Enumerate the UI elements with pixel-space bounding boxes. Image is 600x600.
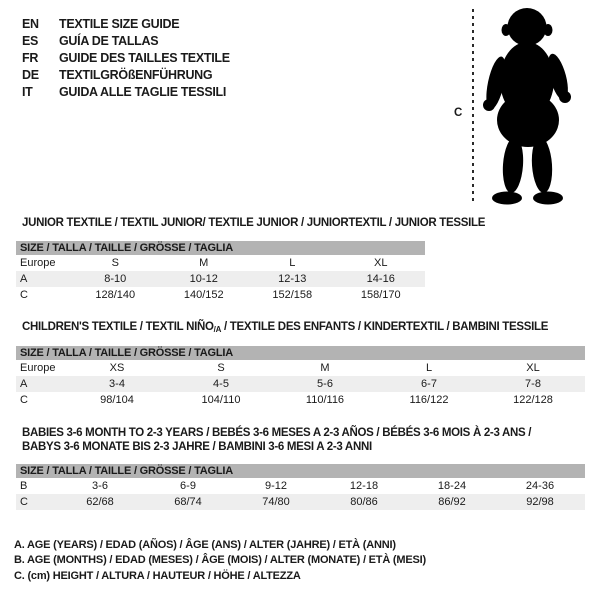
table-row-height: [16, 287, 425, 303]
lang-code: IT: [22, 85, 33, 99]
legend: [14, 538, 426, 584]
title-text: / TEXTILE DES ENFANTS / KINDERTEXTIL / BAMBINI TESSILE: [221, 321, 549, 333]
age-cell: 8-10: [104, 273, 127, 285]
size-cell: XS: [109, 362, 125, 374]
size-cell: S: [111, 257, 119, 269]
age-cell: 12-18: [349, 480, 379, 492]
row-label: B: [20, 480, 28, 492]
babies-title-line2: BABYS 3-6 MONATE BIS 2-3 JAHRE / BAMBINI 3-6 MESI A 2-3 ANNI: [22, 441, 372, 453]
age-cell: 4-5: [213, 378, 229, 390]
height-cell: 104/110: [201, 394, 241, 406]
babies-table-title: [16, 426, 585, 454]
size-cell: S: [217, 362, 225, 374]
height-cell: 128/140: [95, 289, 136, 301]
height-cell: 62/68: [86, 496, 114, 508]
language-header: [22, 16, 230, 101]
legend-height: C. (cm) HEIGHT / ALTURA / HAUTEUR / HÖHE / ALTEZZA: [14, 569, 301, 582]
junior-table: [16, 216, 486, 303]
title-subscript: /A: [213, 325, 222, 334]
lang-row-de: [22, 67, 230, 84]
legend-age-months: B. AGE (MONTHS) / EDAD (MESES) / ÂGE (MOIS) / ALTER (MONATE) / ETÀ (MESI): [14, 554, 426, 567]
lang-code: EN: [22, 17, 39, 31]
height-cell: 68/74: [174, 496, 202, 508]
lang-code: FR: [22, 51, 39, 65]
age-cell: 3-4: [109, 378, 125, 390]
size-cell: XL: [526, 362, 540, 374]
table-row-europe: [16, 255, 425, 271]
height-measure-label: C: [454, 107, 463, 119]
lang-title: TEXTILGRÖßENFÜHRUNG: [59, 68, 213, 82]
age-cell: 9-12: [264, 480, 288, 492]
row-label: C: [20, 394, 28, 406]
children-table-title: [16, 320, 585, 334]
height-cell: 152/158: [272, 289, 313, 301]
size-cell: L: [425, 362, 433, 374]
size-cell: M: [320, 362, 330, 374]
age-cell: 6-7: [421, 378, 437, 390]
row-label: A: [20, 378, 28, 390]
row-label: C: [20, 289, 28, 301]
babies-title-line1: BABIES 3-6 MONTH TO 2-3 YEARS / BEBÉS 3-6 MESES A 2-3 AÑOS / BÉBÉS 3-6 MOIS À 2-3 ANS /: [22, 427, 532, 439]
lang-title: GUÍA DE TALLAS: [59, 34, 159, 48]
age-cell: 5-6: [317, 378, 333, 390]
size-cell: M: [199, 257, 209, 269]
lang-code: DE: [22, 68, 39, 82]
table-row-height: [16, 392, 585, 408]
age-cell: 6-9: [180, 480, 196, 492]
height-cell: 158/170: [360, 289, 401, 301]
height-cell: 80/86: [350, 496, 378, 508]
row-label: Europe: [20, 362, 56, 374]
lang-code: ES: [22, 34, 39, 48]
table-row-height: [16, 494, 585, 510]
baby-silhouette-icon: [480, 5, 580, 210]
lang-title: GUIDA ALLE TAGLIE TESSILI: [59, 85, 227, 99]
title-text: CHILDREN'S TEXTILE / TEXTIL NIÑO: [22, 321, 214, 333]
lang-row-fr: [22, 50, 230, 67]
size-header-bar: SIZE / TALLA / TAILLE / GRÖSSE / TAGLIA: [16, 464, 585, 478]
lang-title: GUIDE DES TAILLES TEXTILE: [59, 51, 230, 65]
height-cell: 110/116: [305, 394, 345, 406]
age-cell: 14-16: [366, 273, 395, 285]
height-cell: 86/92: [438, 496, 466, 508]
age-cell: 24-36: [525, 480, 555, 492]
table-row-age: [16, 271, 425, 287]
height-cell: 140/152: [183, 289, 224, 301]
lang-row-it: [22, 84, 230, 101]
children-table: [16, 320, 585, 408]
row-label: C: [20, 496, 28, 508]
babies-table: [16, 426, 585, 510]
lang-row-es: [22, 33, 230, 50]
lang-row-en: [22, 16, 230, 33]
lang-title: TEXTILE SIZE GUIDE: [59, 17, 180, 31]
height-cell: 74/80: [262, 496, 290, 508]
height-cell: 116/122: [409, 394, 449, 406]
height-cell: 122/128: [513, 394, 553, 406]
size-cell: XL: [374, 257, 388, 269]
height-cell: 98/104: [100, 394, 134, 406]
height-dotted-line: [472, 9, 474, 205]
age-cell: 7-8: [525, 378, 541, 390]
height-cell: 92/98: [526, 496, 554, 508]
row-label: Europe: [20, 257, 56, 269]
row-label: A: [20, 273, 28, 285]
table-row-age-months: [16, 478, 585, 494]
size-header-bar: SIZE / TALLA / TAILLE / GRÖSSE / TAGLIA: [16, 346, 585, 360]
size-header-bar: SIZE / TALLA / TAILLE / GRÖSSE / TAGLIA: [16, 241, 425, 255]
table-row-age: [16, 376, 585, 392]
table-row-europe: [16, 360, 585, 376]
age-cell: 10-12: [189, 273, 218, 285]
age-cell: 3-6: [92, 480, 108, 492]
age-cell: 18-24: [437, 480, 467, 492]
size-cell: L: [289, 257, 296, 269]
age-cell: 12-13: [278, 273, 307, 285]
junior-table-title: JUNIOR TEXTILE / TEXTIL JUNIOR/ TEXTILE JUNIOR / JUNIORTEXTIL / JUNIOR TESSILE: [22, 217, 486, 229]
legend-age-years: A. AGE (YEARS) / EDAD (AÑOS) / ÂGE (ANS) / ALTER (JAHRE) / ETÀ (ANNI): [14, 539, 396, 551]
